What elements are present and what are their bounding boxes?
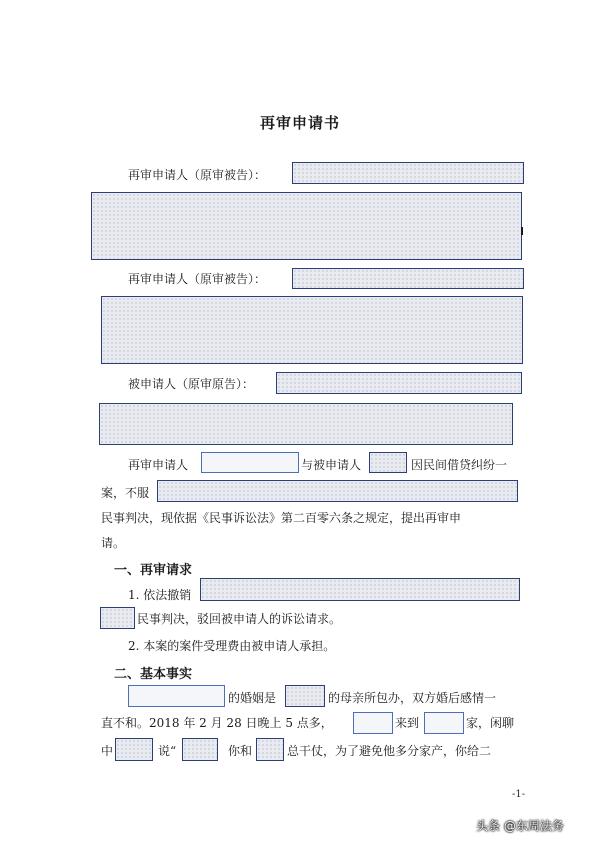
intro-dispute: 因民间借贷纠纷一 — [411, 458, 508, 472]
redacted-respondent-short — [369, 452, 407, 473]
redacted-judgment-number-cont — [100, 607, 135, 629]
redacted-applicant1-details — [91, 192, 522, 260]
redacted-person-e — [182, 738, 218, 761]
redacted-person-d — [115, 738, 153, 761]
applicant1-label: 再审申请人（原审被告）： — [128, 168, 267, 182]
redacted-judgment-number — [200, 578, 520, 601]
margin-mark — [521, 227, 523, 235]
section1-item1-suffix: 民事判决，驳回被申请人的诉讼请求。 — [137, 612, 342, 626]
intro-and-respondent: 与被申请人 — [301, 458, 362, 472]
section1-item1-prefix: 1. 依法撤销 — [128, 588, 192, 602]
section1-heading: 一、再审请求 — [114, 563, 193, 578]
redacted-person-a — [285, 685, 325, 707]
redacted-applicant-names — [201, 452, 299, 473]
section2-quarrel: 总干仗，为了避免他多分家产，你给二 — [287, 744, 492, 758]
document-title: 再审申请书 — [259, 114, 340, 132]
section1-item2: 2. 本案的案件受理费由被申请人承担。 — [128, 639, 336, 653]
watermark: 头条 @东周法务 — [476, 819, 564, 833]
redacted-applicant2-name — [292, 268, 524, 289]
redacted-couple-names — [128, 685, 225, 707]
section2-came-to: 来到 — [395, 716, 420, 730]
section2-heading: 二、基本事实 — [114, 667, 193, 682]
section2-marriage-is: 的婚姻是 — [228, 691, 277, 705]
redacted-respondent-details — [99, 403, 513, 445]
section2-home-chat: 家，闲聊 — [466, 716, 515, 730]
applicant2-label: 再审申请人（原审被告）： — [128, 272, 267, 286]
respondent-label: 被申请人（原审原告）： — [128, 377, 255, 391]
intro-request-end: 请。 — [101, 536, 126, 550]
redacted-respondent-name — [276, 372, 522, 394]
intro-case-not-accept: 案，不服 — [101, 486, 150, 500]
intro-applicant-word: 再审申请人 — [128, 458, 189, 472]
redacted-person-b — [353, 712, 393, 734]
section2-discord-time: 直不和。2018 年 2 月 28 日晚上 5 点多， — [101, 716, 333, 730]
section2-middle: 中 — [101, 744, 114, 758]
page-number: -1- — [512, 789, 526, 800]
section2-mother-arranged: 的母亲所包办，双方婚后感情一 — [328, 691, 497, 705]
redacted-case-number — [157, 480, 518, 502]
section2-you-and: 你和 — [228, 744, 253, 758]
intro-judgment-basis: 民事判决，现依据《民事诉讼法》第二百零六条之规定，提出再审申 — [101, 511, 462, 525]
redacted-applicant1-name — [292, 162, 524, 184]
section2-said: 说“ — [158, 744, 177, 758]
redacted-applicant2-details — [101, 296, 523, 364]
redacted-person-c — [424, 712, 464, 734]
redacted-person-f — [256, 738, 284, 761]
